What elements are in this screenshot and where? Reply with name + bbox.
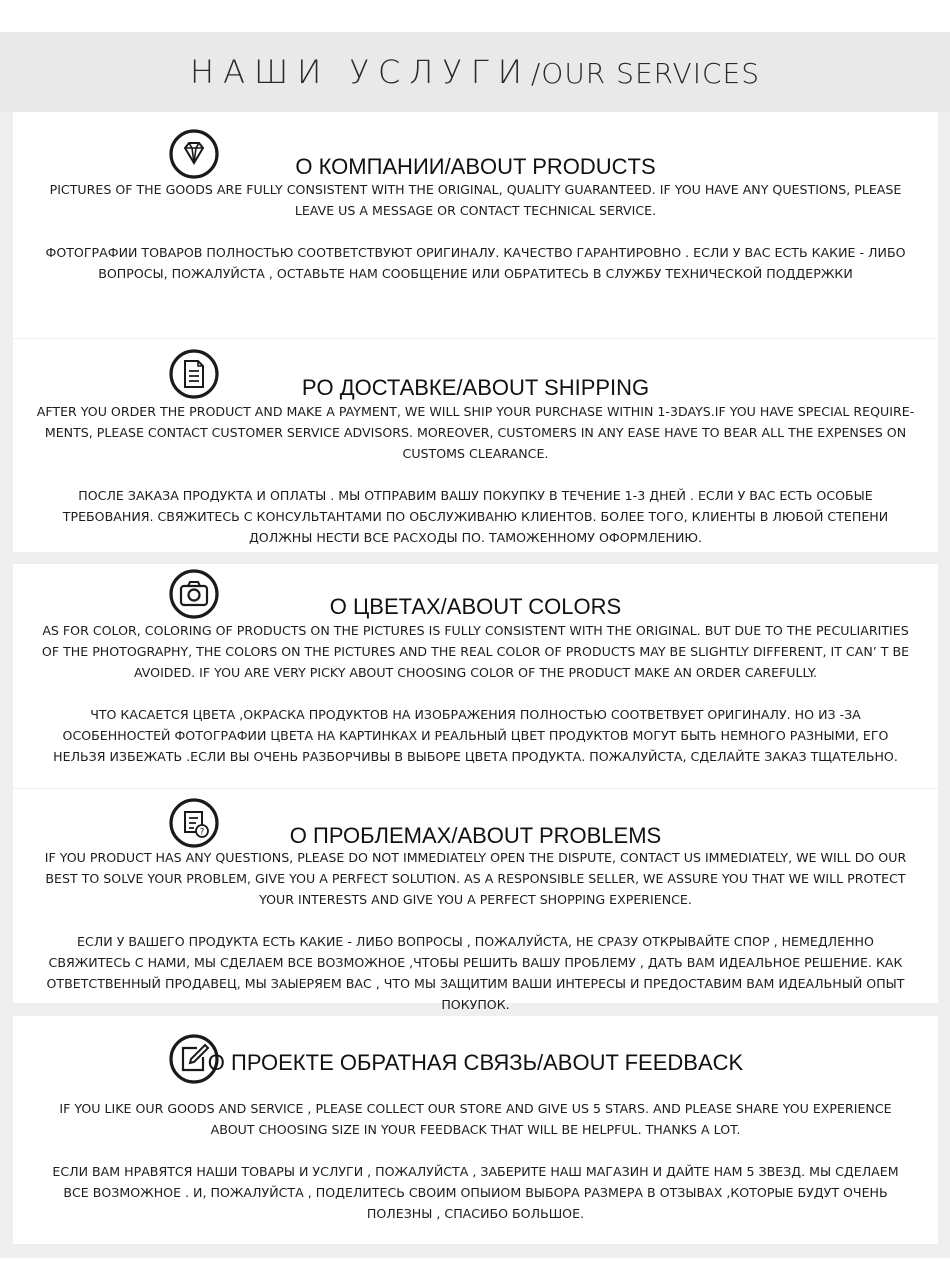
section-title: О ПРОЕКТЕ ОБРАТНАЯ СВЯЗЬ/ABOUT FEEDBACK [207, 1050, 744, 1075]
section-text-en: AFTER YOU ORDER THE PRODUCT AND MAKE A PAYMENT, WE WILL SHIP YOUR PURCHASE WITHIN 1-3DAYS.IF YOU HAVE SPECIAL REQUIRE-MENTS, PLEASE CONTACT CUSTOMER SERVICE ADVISORS. MOREOVER, CUSTOMERS IN ANY EASE HAVE TO BEAR ALL THE EXPENSES ON CUSTOMS CLEARANCE. [36, 404, 915, 461]
section-text-en: IF YOU PRODUCT HAS ANY QUESTIONS, PLEASE DO NOT IMMEDIATELY OPEN THE DISPUTE, CONTACT US IMMEDIATELY, WE WILL DO OUR BEST TO SOLVE YOUR PROBLEM, GIVE YOU A PERFECT SOLUTION. AS A RESPONSIBLE SELLER, WE ASSURE YOU THAT WE WILL PROTECT YOUR INTERESTS AND GIVE YOU A PERFECT SHOPPING EXPERIENCE. [44, 850, 907, 907]
page-title-ru: НАШИ УСЛУГИ [190, 53, 531, 91]
section-about-products [13, 112, 938, 338]
section-title: О ЦВЕТАХ/ABOUT COLORS [329, 594, 622, 619]
section-text-en: PICTURES OF THE GOODS ARE FULLY CONSISTENT WITH THE ORIGINAL, QUALITY GUARANTEED. IF YOU HAVE ANY QUESTIONS, PLEASE LEAVE US A MESSAGE OR CONTACT TECHNICAL SERVICE. [49, 182, 902, 218]
section-text-ru: ЕСЛИ ВАМ НРАВЯТСЯ НАШИ ТОВАРЫ И УСЛУГИ , ПОЖАЛУЙСТА , ЗАБЕРИТЕ НАШ МАГАЗИН И ДАЙТЕ НАМ 5 ЗВЕЗД. МЫ СДЕЛАЕМ ВСЕ ВОЗМОЖНОЕ . И, ПОЖАЛУЙСТА , ПОДЕЛИТЕСЬ СВОИМ ОПЫИОМ ВЫБОРА РАЗМЕРА В ОТЗЫВАХ ,КОТОРЫЕ БУДУТ ОЧЕНЬ ПОЛЕЗНЫ , СПАСИБО БОЛЬШОЕ. [52, 1164, 899, 1221]
section-about-problems [13, 789, 938, 1012]
section-text-ru: ЧТО КАСАЕТСЯ ЦВЕТА ,ОКРАСКА ПРОДУКТОВ НА ИЗОБРАЖЕНИЯ ПОЛНОСТЬЮ СООТВЕТВУЕТ ОРИГИНАЛУ. НО ИЗ -ЗА ОСОБЕННОСТЕЙ ФОТОГРАФИИ ЦВЕТА НА КАРТИНКАХ И РЕАЛЬНЫЙ ЦВЕТ ПРОДУКТОВ МОГУТ БЫТЬ НЕМНОГО РАЗНЫМИ, ЕГО НЕЛЬЗЯ ИЗБЕЖАТЬ .ЕСЛИ ВЫ ОЧЕНЬ РАЗБОРЧИВЫ В ВЫБОРЕ ЦВЕТА ПРОДУКТА. ПОЖАЛУЙСТА, СДЕЛАЙТЕ ЗАКАЗ ТЩАТЕЛЬНО. [53, 707, 898, 764]
section-text-ru: ФОТОГРАФИИ ТОВАРОВ ПОЛНОСТЬЮ СООТВЕТСТВУЮТ ОРИГИНАЛУ. КАЧЕСТВО ГАРАНТИРОВНО . ЕСЛИ У ВАС ЕСТЬ КАКИЕ - ЛИБО ВОПРОСЫ, ПОЖАЛУЙСТА , ОСТАВЬТЕ НАМ СООБЩЕНИЕ ИЛИ ОБРАТИТЕСЬ В СЛУЖБУ ТЕХНИЧЕСКОЙ ПОДДЕРЖКИ [45, 245, 906, 281]
section-about-shipping [13, 339, 938, 552]
page-title-en: /OUR SERVICES [530, 57, 760, 90]
svg-text:?: ? [199, 827, 205, 838]
section-text-en: AS FOR COLOR, COLORING OF PRODUCTS ON THE PICTURES IS FULLY CONSISTENT WITH THE ORIGINAL. BUT DUE TO THE PECULIARITIES OF THE PHOTOGRAPHY, THE COLORS ON THE PICTURES AND THE REAL COLOR OF PRODUCTS MAY BE SLIGHTLY DIFFERENT, IT CAN’ T BE AVOIDED. IF YOU ARE VERY PICKY ABOUT CHOOSING COLOR OF THE PRODUCT MAKE AN ORDER CAREFULLY. [41, 623, 910, 680]
section-text-en: IF YOU LIKE OUR GOODS AND SERVICE , PLEASE COLLECT OUR STORE AND GIVE US 5 STARS. AND PLEASE SHARE YOU EXPERIENCE ABOUT CHOOSING SIZE IN YOUR FEEDBACK THAT WILL BE HELPFUL. THANKS A LOT. [59, 1101, 892, 1137]
section-text-ru: ПОСЛЕ ЗАКАЗА ПРОДУКТА И ОПЛАТЫ . МЫ ОТПРАВИМ ВАШУ ПОКУПКУ В ТЕЧЕНИЕ 1-3 ДНЕЙ . ЕСЛИ У ВАС ЕСТЬ ОСОБЫЕ ТРЕБОВАНИЯ. СВЯЖИТЕСЬ С КОНСУЛЬТАНТАМИ ПО ОБСЛУЖИВАНЮ КЛИЕНТОВ. БОЛЕЕ ТОГО, КЛИЕНТЫ В ЛЮБОЙ СТЕПЕНИ ДОЛЖНЫ НЕСТИ ВСЕ РАСХОДЫ ПО. ТАМОЖЕННОМУ ОФОРМЛЕНИЮ. [62, 488, 889, 545]
section-title: PО ДОСТАВКЕ/ABOUT SHIPPING [301, 375, 650, 400]
page-title [190, 53, 760, 91]
section-title: О ПРОБЛЕМАХ/ABOUT PROBLEMS [289, 823, 662, 848]
services-header [0, 32, 950, 112]
section-title: О КОМПАНИИ/ABOUT PRODUCTS [295, 154, 656, 179]
section-about-feedback [13, 1016, 938, 1244]
section-about-colors [13, 564, 938, 788]
section-text-ru: ЕСЛИ У ВАШЕГО ПРОДУКТА ЕСТЬ КАКИЕ - ЛИБО ВОПРОСЫ , ПОЖАЛУЙСТА, НЕ СРАЗУ ОТКРЫВАЙТЕ СПОР , НЕМЕДЛЕННО СВЯЖИТЕСЬ С НАМИ, МЫ СДЕЛАЕМ ВСЕ ВОЗМОЖНОЕ ,ЧТОБЫ РЕШИТЬ ВАШУ ПРОБЛЕМУ , ДАТЬ ВАМ ИДЕАЛЬНОЕ РЕШЕНИЕ. КАК ОТВЕТСТВЕННЫЙ ПРОДАВЕЦ, МЫ ЗАЫЕРЯЕМ ВАС , ЧТО МЫ ЗАЩИТИМ ВАШИ ИНТЕРЕСЫ И ПРЕДОСТАВИМ ВАМ ИДЕАЛЬНЫЙ ОПЫТ ПОКУПОК. [46, 934, 905, 1012]
